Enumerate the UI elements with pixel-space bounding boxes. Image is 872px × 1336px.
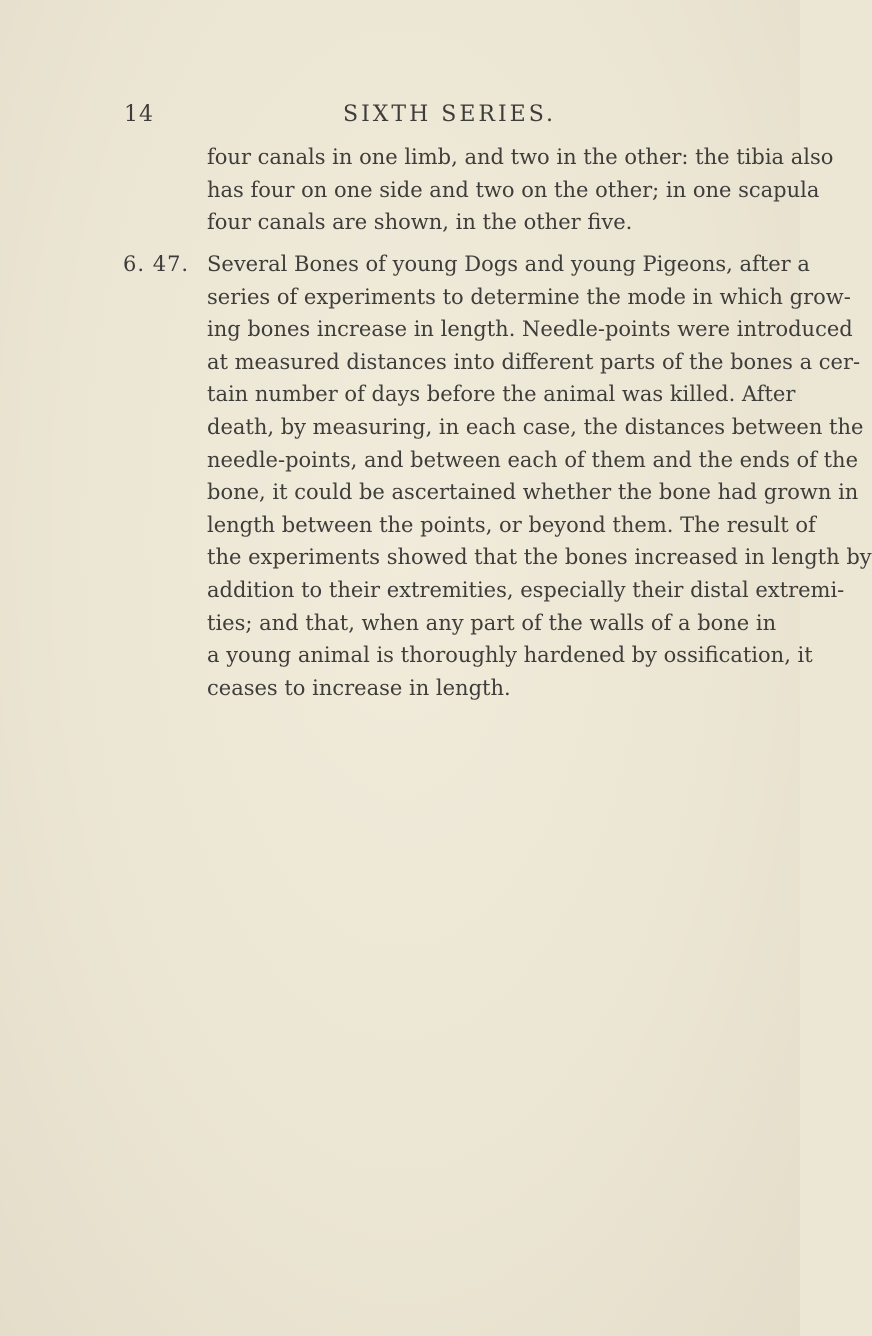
text-line: ceases to increase in length. [207,675,511,700]
text-line: length between the points, or beyond them. The result of [207,512,816,537]
text-line: bone, it could be ascertained whether the bone had grown in [207,480,859,505]
text-line: tain number of days before the animal was killed. After [207,382,796,407]
text-line: Several Bones of young Dogs and young Pigeons, after a [207,252,810,276]
text-line: needle-points, and between each of them and the ends of the [207,447,858,472]
continued-paragraph [207,141,834,239]
text-line: has four on one side and two on the other; in one scapula [207,177,820,202]
text-line: addition to their extremities, especially their distal extremi- [207,577,845,602]
text-line: death, by measuring, in each case, the distances between the [207,414,864,439]
text-line: at measured distances into different parts of the bones a cer- [207,349,861,374]
running-head: SIXTH SERIES. [343,102,557,127]
entry-paragraph [207,248,872,704]
entry-number: 6. 47. [123,252,190,276]
page-number: 14 [124,102,154,127]
text-line: ing bones increase in length. Needle-points were introduced [207,317,853,342]
text-line: four canals in one limb, and two in the other: the tibia also [207,145,834,169]
text-line: four canals are shown, in the other five. [207,210,633,235]
text-line: the experiments showed that the bones increased in length by [207,545,872,570]
text-line: ties; and that, when any part of the walls of a bone in [207,610,777,635]
text-line: a young animal is thoroughly hardened by ossification, it [207,643,813,668]
text-line: series of experiments to determine the mode in which grow- [207,284,851,309]
